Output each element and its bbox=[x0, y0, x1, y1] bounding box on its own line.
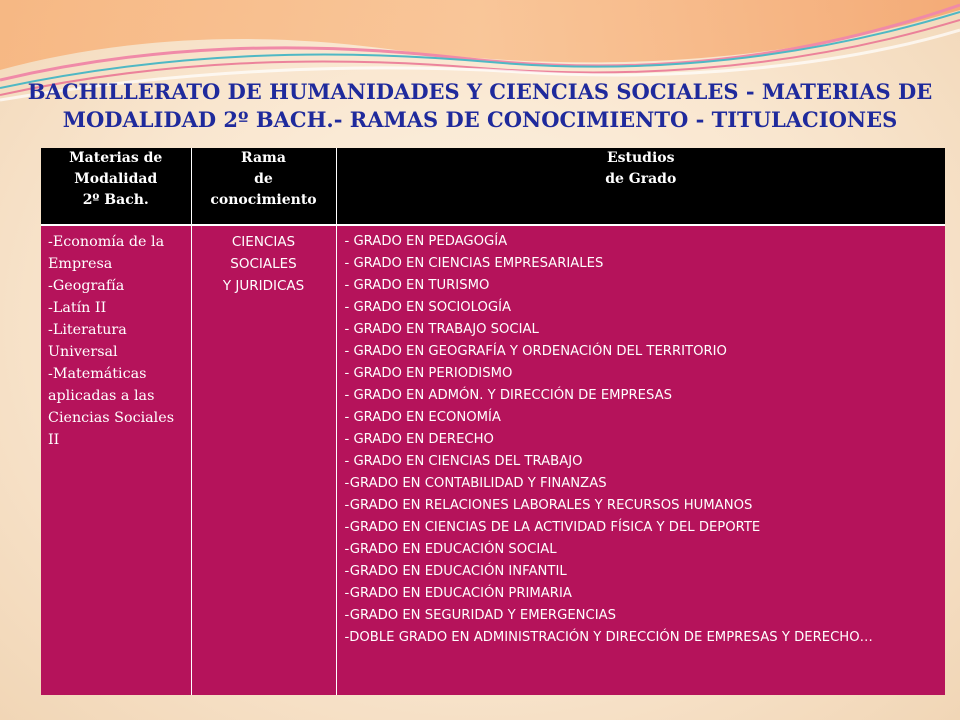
table-header-row bbox=[41, 148, 945, 225]
list-item: -GRADO EN EDUCACIÓN PRIMARIA bbox=[344, 586, 572, 601]
list-item: -GRADO EN CONTABILIDAD Y FINANZAS bbox=[344, 476, 607, 491]
list-item: -GRADO EN SEGURIDAD Y EMERGENCIAS bbox=[344, 608, 617, 623]
list-item: - GRADO EN ADMÓN. Y DIRECCIÓN DE EMPRESAS bbox=[344, 388, 672, 403]
list-item: - GRADO EN GEOGRAFÍA Y ORDENACIÓN DEL TERRITORIO bbox=[344, 344, 727, 359]
list-item: -DOBLE GRADO EN ADMINISTRACIÓN Y DIRECCIÓN DE EMPRESAS Y DERECHO… bbox=[344, 630, 873, 645]
list-item: - GRADO EN ECONOMÍA bbox=[344, 410, 501, 425]
list-item: - GRADO EN TURISMO bbox=[344, 278, 490, 293]
list-item: - GRADO EN PERIODISMO bbox=[344, 366, 513, 381]
list-item: - GRADO EN CIENCIAS DEL TRABAJO bbox=[344, 454, 583, 469]
list-item: -Literatura Universal bbox=[48, 322, 127, 360]
grados-cell bbox=[336, 225, 945, 695]
list-item: - GRADO EN CIENCIAS EMPRESARIALES bbox=[344, 256, 604, 271]
header-estudios: Estudios de Grado bbox=[336, 148, 945, 225]
list-item: -GRADO EN EDUCACIÓN INFANTIL bbox=[344, 564, 567, 579]
list-item: - GRADO EN DERECHO bbox=[344, 432, 494, 447]
materias-cell bbox=[41, 225, 191, 695]
list-item: -Economía de la Empresa bbox=[48, 234, 165, 272]
header-materias: Materias de Modalidad 2º Bach. bbox=[41, 148, 191, 225]
list-item: -Latín II bbox=[48, 300, 107, 316]
table-row bbox=[41, 225, 945, 695]
list-item: -Geografía bbox=[48, 278, 125, 294]
list-item: - GRADO EN PEDAGOGÍA bbox=[344, 234, 508, 249]
rama-cell: CIENCIAS SOCIALES Y JURIDICAS bbox=[191, 225, 336, 695]
list-item: -GRADO EN EDUCACIÓN SOCIAL bbox=[344, 542, 557, 557]
list-item: -Matemáticas aplicadas a las Ciencias Sociales II bbox=[48, 366, 175, 448]
list-item: -GRADO EN CIENCIAS DE LA ACTIVIDAD FÍSICA Y DEL DEPORTE bbox=[344, 520, 761, 535]
header-rama: Rama de conocimiento bbox=[191, 148, 336, 225]
page-title: BACHILLERATO DE HUMANIDADES Y CIENCIAS SOCIALES - MATERIAS DE MODALIDAD 2º BACH.- RAMAS DE CONOCIMIENTO - TITULACIONES bbox=[27, 79, 933, 132]
list-item: - GRADO EN SOCIOLOGÍA bbox=[344, 300, 512, 315]
list-item: - GRADO EN TRABAJO SOCIAL bbox=[344, 322, 539, 337]
materias-table bbox=[41, 148, 945, 695]
list-item: -GRADO EN RELACIONES LABORALES Y RECURSOS HUMANOS bbox=[344, 498, 753, 513]
